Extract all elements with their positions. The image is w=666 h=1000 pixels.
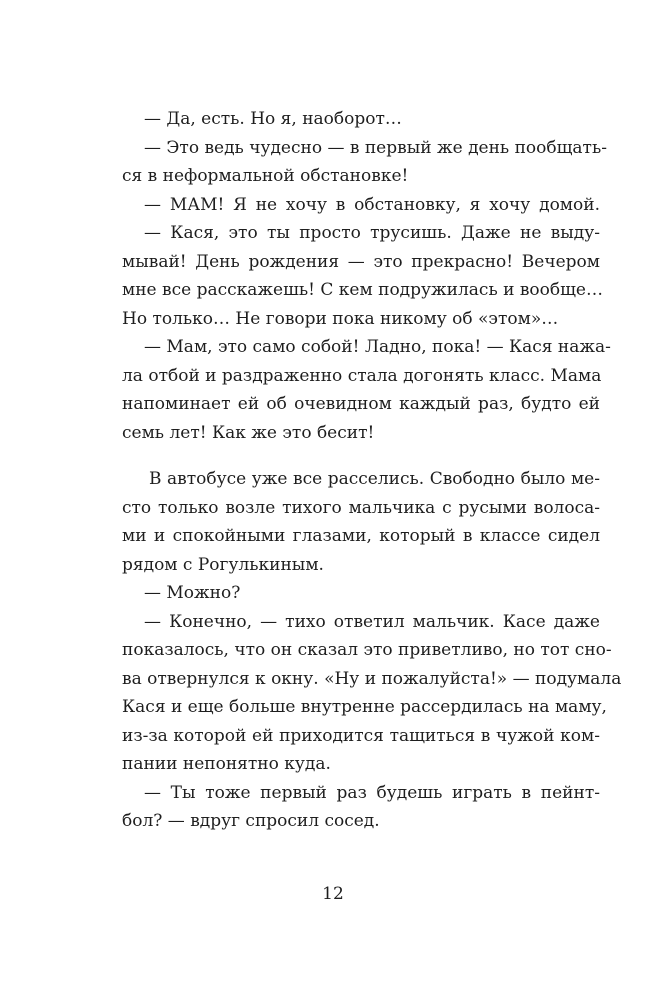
text-line: напоминает ей об очевидном каждый раз, будто ей xyxy=(122,394,600,414)
text-line: — МАМ! Я не хочу в обстановку, я хочу домой. xyxy=(144,194,600,215)
text-line: Кася и еще больше внутренне рассердилась на маму, xyxy=(122,697,607,717)
text-line: бол? — вдруг спросил сосед. xyxy=(122,811,380,831)
text-line: ми и спокойными глазами, который в классе сидел xyxy=(122,526,600,546)
text-line: — Да, есть. Но я, наоборот… xyxy=(144,109,402,129)
text-line: ся в неформальной обстановке! xyxy=(122,166,409,186)
text-line: пании непонятно куда. xyxy=(122,754,331,774)
text-line: — Ты тоже первый раз будешь играть в пейнт- xyxy=(144,782,600,803)
text-block-bus xyxy=(122,465,622,836)
text-block-dialogue xyxy=(122,105,611,447)
text-line: ва отвернулся к окну. «Ну и пожалуйста!» — подумала xyxy=(122,668,622,689)
text-line: показалось, что он сказал это приветливо, но тот сно- xyxy=(122,640,612,660)
page-number: 12 xyxy=(322,884,344,904)
text-line: семь лет! Как же это бесит! xyxy=(122,422,375,443)
text-line: — Мам, это само собой! Ладно, пока! — Кася нажа- xyxy=(144,337,611,357)
text-line: — Это ведь чудесно — в первый же день пообщать- xyxy=(144,137,607,158)
text-line: мывай! День рождения — это прекрасно! Вечером xyxy=(122,251,600,272)
text-line: В автобусе уже все расселись. Свободно было ме- xyxy=(149,469,600,489)
text-line: рядом с Рогулькиным. xyxy=(122,554,324,575)
text-line: ла отбой и раздраженно стала догонять класс. Мама xyxy=(122,365,602,386)
text-line: из-за которой ей приходится тащиться в чужой ком- xyxy=(122,725,600,746)
text-line: — Можно? xyxy=(144,583,241,603)
text-line: сто только возле тихого мальчика с русыми волоса- xyxy=(122,497,600,518)
text-line: — Кася, это ты просто трусишь. Даже не выду- xyxy=(144,223,600,243)
text-line: Но только… Не говори пока никому об «этом»… xyxy=(122,308,559,329)
text-line: — Конечно, — тихо ответил мальчик. Касе даже xyxy=(144,611,600,632)
text-line: мне все расскажешь! С кем подружилась и вообще… xyxy=(122,280,603,300)
